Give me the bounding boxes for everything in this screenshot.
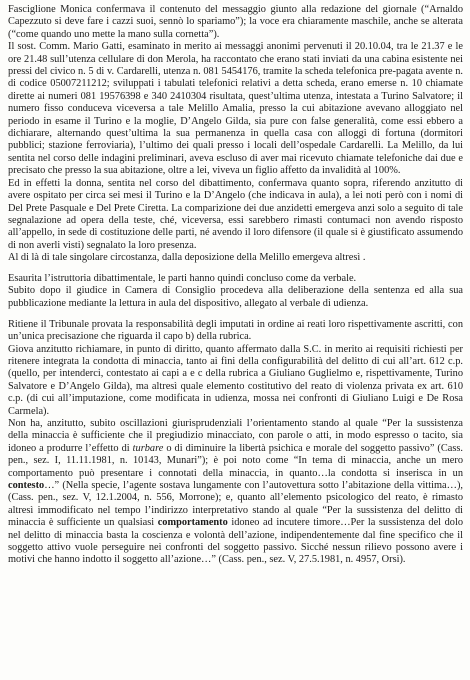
paragraph-text: …” (Nella specie, l’agente sostava lungamente con l’autovettura sotto l’abitazione della vittima…), (Cass. pen., sez. V, 12.1.2004, n. 556, Morrone); e, quanto all’elemento psicologico del reato, è rimasto altresì immodificato nel tempo l’indirizzo interpretativo stando al quale “Per la sussistenza del delitto di minaccia è sufficiente un qualsiasi: [8, 480, 463, 529]
paragraph-giurisprudenza-minaccia: [8, 418, 463, 567]
emphasis-italic: turbare: [132, 442, 164, 454]
paragraph-text: Ed in effetti la donna, sentita nel corso del dibattimento, confermava quanto sopra, riferendo anzitutto di avere ospitato per circa sei mesi il Turino e la D’Angelo (che indicava in aula), a lei noti però con i nomi di Del Prete Pasquale e Del Prete Ciretta. La comparizione dei due anzidetti emergeva anzi solo a seguito di tale segnalazione ad opera della teste, ché, viceversa, essi sarebbero rimasti contumaci non avendo risposto all’appello, in sede di costituzione delle parti, né avendo il loro difensore (il quale si è giustificato assumendo di non averli visti) segnalato la loro presenza.: [8, 177, 463, 251]
paragraph-gatti-testimony: [8, 41, 463, 177]
paragraph-text: o di diminuire la libertà psichica e morale del soggetto passivo” (Cass. pen., sez. I, 11.11.1981, n. 10143, Munari”); è poi noto come “In tema di minaccia, anche un mero comportamento può presentare i connotati della minaccia, in quanto…la condotta si inserisca in un: [8, 442, 464, 479]
paragraph-text: Ritiene il Tribunale provata la responsabilità degli imputati in ordine ai reati loro rispettivamente ascritti, con un’unica precisazione che riguarda il capo b) della rubrica.: [8, 318, 463, 343]
paragraph-text: Il sost. Comm. Mario Gatti, esaminato in merito ai messaggi anonimi pervenuti il 20.10.04, tra le 21.37 e le ore 21.48 sull’utenza cellulare di don Merola, ha raccontato che erano stati inviati da una cabina esistente nei pressi del civico n. 5 di v. Cardarelli, utenza n. 081 5454176, tramite la scheda telefonica pre-pagata avente n. di codice 05007211212; sviluppati i tabulati telefonici relativi a detta scheda, erano emerse n. 10 chiamate dirette ai numeri 081 19576398 e 340 2410304 risultata, quest’ultima utenza, intestata a Turino Salvatore; il numero fisso conduceva viceversa a tale Melillo Amalia, presso la cui abitazione avevano alloggiato nel periodo in esame il Turino e la moglie, D’Angelo Gilda, sia pure con false generalità, come essi ebbero a dichiarare, alternando quest’ultima la sua permanenza in quella casa con alloggi di fortuna (dormitori pubblici; stazione ferroviaria), l’ultimo dei quali presso i locali dell’ospedale Cardarelli. La Melillo, da lui sentita nel corso delle indagini preliminari, aveva escluso di aver mai ricevuto chiamate telefoniche dai due e precisato che presso la sua abitazione, oltre a lei, viveva un figlio affetto da invalidità al 100%.: [8, 41, 463, 177]
paragraph-text-tail: Al di là di tale singolare circostanza, dalla deposizione della Melillo emergeva altresì .: [8, 252, 366, 264]
paragraph-text: Non ha, anzitutto, subito oscillazioni giurisprudenziali l’orientamento stando al quale “Per la sussistenza della minaccia è sufficiente che il pregiudizio minacciato, con parole o atti, in modo espresso o tacito, sia idoneo a produrre l’effetto di: [8, 418, 463, 454]
paragraph-text: idoneo ad incutere timore…Per la sussistenza del dolo nel delitto di minaccia basta la coscienza e volontà dell’azione, indipendentemente dal fine specifico che il soggetto attivo vuole perseguire nei confronti del soggetto passivo. Sicché nessun rilievo possono avere i motivi che hanno indotto il soggetto all’azione…” (Cass. pen., sez. V, 27.5.1981, n. 4957, Orsi).: [8, 517, 463, 566]
paragraph-fasciglione-testimony: [8, 4, 463, 41]
paragraph-text: Esaurita l’istruttoria dibattimentale, le parti hanno quindi concluso come da verbale.: [8, 273, 357, 285]
paragraph-istruttoria-conclusa: [8, 273, 463, 310]
emphasis-bold: comportamento: [157, 517, 228, 529]
paragraph-text-tail: Subito dopo il giudice in Camera di Consiglio procedeva alla deliberazione della sentenza ed alla sua pubblicazione mediante la lettura in aula del dispositivo, allegato al verbale di udienza.: [8, 285, 463, 309]
paragraph-text-tail: Giova anzitutto richiamare, in punto di diritto, quanto affermato dalla S.C. in merito ai requisiti richiesti per ritenere integrata la condotta di minaccia, tanto ai fini della configurabilità del delitto di cui all’art. 612 c.p. (quello, per intenderci, contestato ai capi a e c della rubrica a Giuliano Guglielmo e, rispettivamente, Turino Salvatore e D’Angelo Gilda), ma altresì quale elemento costitutivo del reato di violenza privata ex art. 610 c.p. (di cui all’imputazione, come modificata in udienza, mossa nei confronti di Giuliano Luigi e De Rosa Carmela).: [8, 343, 463, 417]
paragraph-melillo-testimony: [8, 178, 463, 265]
paragraph-text: Fasciglione Monica confermava il contenuto del messaggio giunto alla redazione del giornale (“Arnaldo Capezzuto si deve fare i cazzi suoi, sennò lo spariamo”); la voce era chiaramente maschile, anche se alterata (“come quando uno mette la mano sulla cornetta”).: [8, 4, 463, 40]
emphasis-bold: contesto: [8, 480, 45, 492]
paragraph-motivazione: [8, 319, 463, 567]
